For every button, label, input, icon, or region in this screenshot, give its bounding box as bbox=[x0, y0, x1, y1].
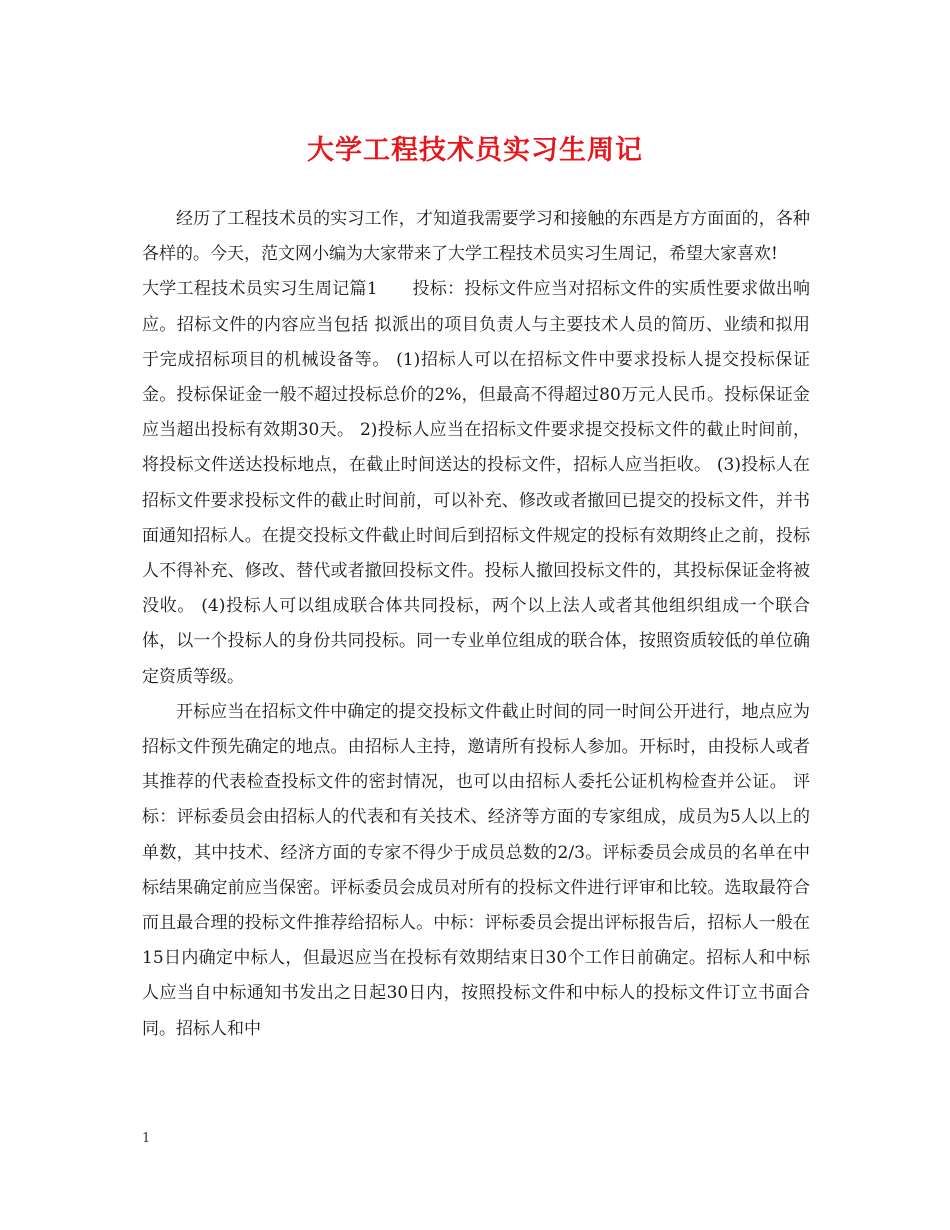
page-number: 1 bbox=[142, 1131, 151, 1146]
bidding-paragraph: 大学工程技术员实习生周记篇1 投标：投标文件应当对招标文件的实质性要求做出响应。招标文件的内容应当包括 拟派出的项目负责人与主要技术人员的简历、业绩和拟用于完成招标项目的机械设备等。 (1)招标人可以在招标文件中要求投标人提交投标保证金。投标保证金一般不超过投标总价的2%，但最高不得超过80万元人民币。投标保证金应当超出投标有效期30天。 2)投标人应当在招标文件要求提交投标文件的截止时间前，将投标文件送达投标地点，在截止时间送达的投标文件，招标人应当拒收。 (3)投标人在招标文件要求投标文件的截止时间前，可以补充、修改或者撤回已提交的投标文件，并书面通知招标人。在提交投标文件截止时间后到招标文件规定的投标有效期终止之前，投标人不得补充、修改、替代或者撤回投标文件。投标人撤回投标文件的，其投标保证金将被没收。 (4)投标人可以组成联合体共同投标，两个以上法人或者其他组织组成一个联合体，以一个投标人的身份共同投标。同一专业单位组成的联合体，按照资质较低的单位确定资质等级。 bbox=[142, 279, 810, 687]
intro-paragraph: 经历了工程技术员的实习工作，才知道我需要学习和接触的东西是方方面面的，各种各样的。今天，范文网小编为大家带来了大学工程技术员实习生周记，希望大家喜欢! bbox=[142, 209, 810, 265]
document-title: 大学工程技术员实习生周记 bbox=[307, 135, 643, 166]
bid-opening-paragraph: 开标应当在招标文件中确定的提交投标文件截止时间的同一时间公开进行，地点应为招标文件预先确定的地点。由招标人主持，邀请所有投标人参加。开标时，由投标人或者其推荐的代表检查投标文件的密封情况，也可以由招标人委托公证机构检查并公证。 评标：评标委员会由招标人的代表和有关技术、经济等方面的专家组成，成员为5人以上的单数，其中技术、经济方面的专家不得少于成员总数的2/3。评标委员会成员的名单在中标结果确定前应当保密。评标委员会成员对所有的投标文件进行评审和比较。选取最符合而且最合理的投标文件推荐给招标人。中标：评标委员会提出评标报告后，招标人一般在15日内确定中标人，但最迟应当在投标有效期结束日30个工作日前确定。招标人和中标人应当自中标通知书发出之日起30日内，按照投标文件和中标人的投标文件订立书面合同。招标人和中 bbox=[142, 701, 810, 1039]
document-body bbox=[142, 202, 810, 1047]
